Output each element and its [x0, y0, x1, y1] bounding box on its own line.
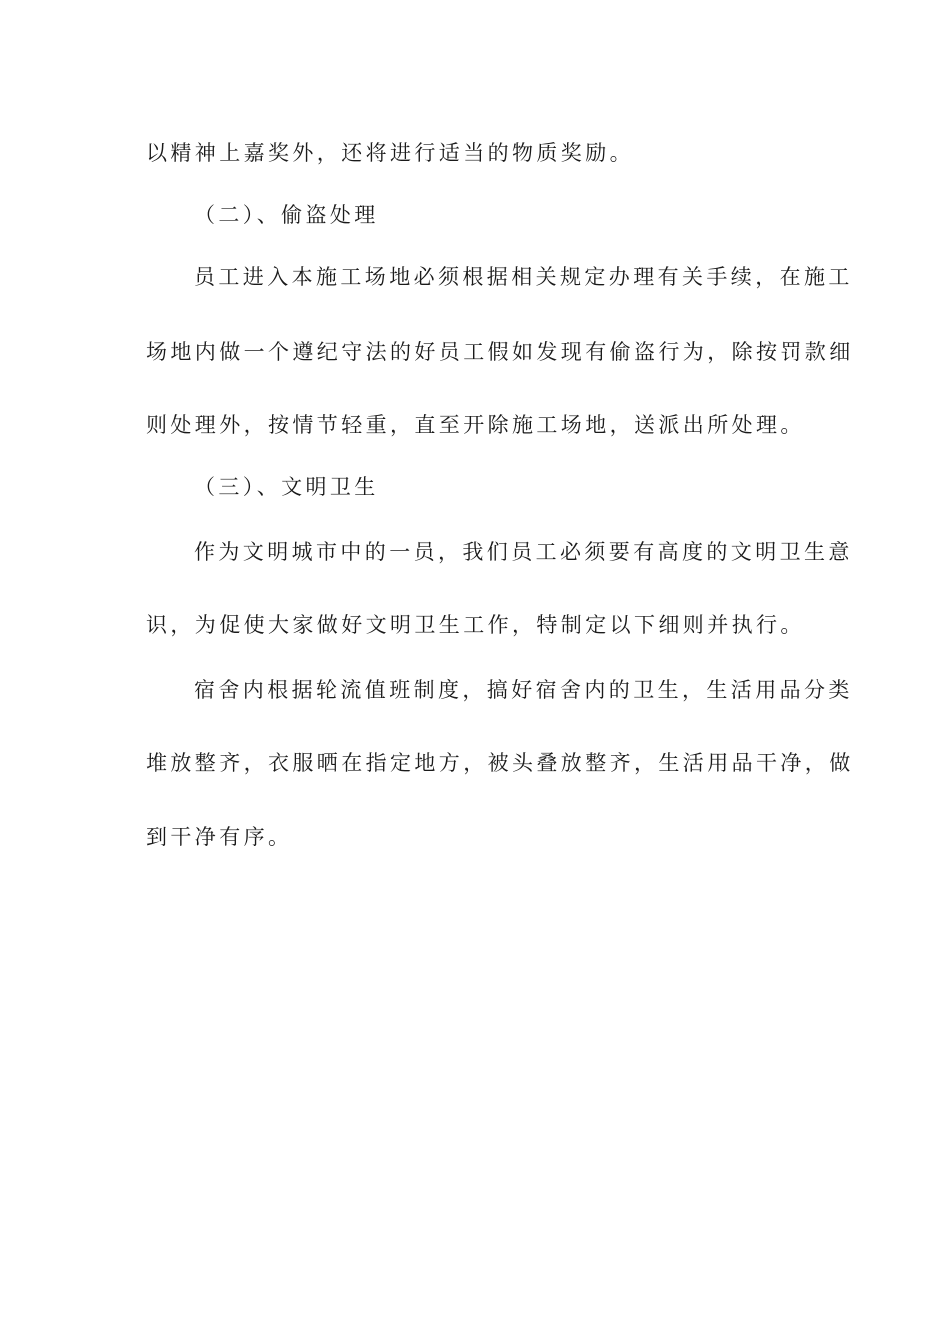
paragraph-line: 识，为促使大家做好文明卫生工作，特制定以下细则并执行。 [146, 613, 805, 637]
paragraph-line: 以精神上嘉奖外，还将进行适当的物质奖励。 [146, 141, 634, 165]
paragraph-line: 宿舍内根据轮流值班制度，搞好宿舍内的卫生，生活用品分类 [194, 678, 853, 702]
paragraph-line: 到干净有序。 [146, 825, 293, 849]
paragraph-line: 场地内做一个遵纪守法的好员工假如发现有偷盗行为，除按罚款细 [146, 340, 854, 364]
paragraph-line: 则处理外，按情节轻重，直至开除施工场地，送派出所处理。 [146, 413, 805, 437]
section-heading-theft: （二）、偷盗处理 [194, 203, 379, 227]
paragraph-line: 堆放整齐，衣服晒在指定地方，被头叠放整齐，生活用品干净，做 [146, 751, 854, 775]
section-heading-hygiene: （三）、文明卫生 [194, 475, 379, 499]
paragraph-line: 员工进入本施工场地必须根据相关规定办理有关手续，在施工 [194, 265, 853, 289]
paragraph-line: 作为文明城市中的一员，我们员工必须要有高度的文明卫生意 [194, 540, 853, 564]
